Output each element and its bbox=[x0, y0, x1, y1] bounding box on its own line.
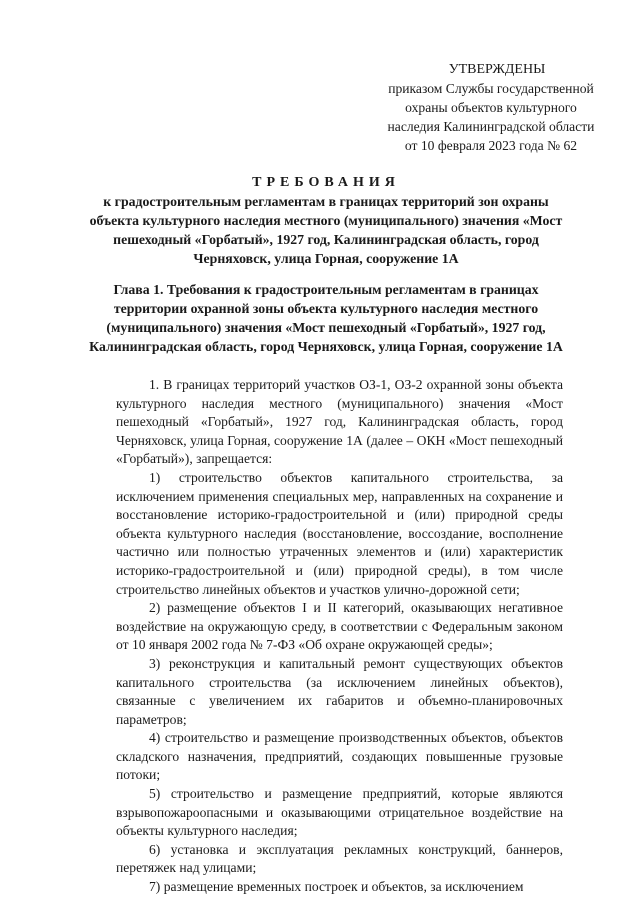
paragraph: 1) строительство объектов капитального строительства, за исключением применения специальных мер, направленных на сохранение и восстановление историко-градостроительной и (или) природной среды объекта культурного наследия (восстановление, воссоздание, восполнение частично или полностью утраченных элементов и (или) характеристик историко-градостроительной и (или) природной среды), в том числе строительство линейных объектов и участков улично-дорожной сети; bbox=[116, 469, 563, 597]
approval-heading: УТВЕРЖДЕНЫ bbox=[448, 62, 546, 77]
paragraph: 7) размещение временных построек и объектов, за исключением bbox=[149, 879, 524, 895]
approval-line: приказом Службы государственной bbox=[388, 81, 594, 96]
title-subtitle: к градостроительным регламентам в границах территорий зон охраны объекта культурного наследия местного (муниципального) значения «Мост пешеходный «Горбатый», 1927 год, Калининградская область, город Черняховск, улица Горная, сооружение 1А bbox=[89, 194, 563, 266]
paragraph: 6) установка и эксплуатация рекламных конструкций, баннеров, перетяжек над улицами; bbox=[116, 841, 563, 876]
chapter-heading: Глава 1. Требования к градостроительным регламентам в границах территории охранной зоны объекта культурного наследия местного (муниципального) значения «Мост пешеходный «Горбатый», 1927 год, Калининградская область, город Черняховск, улица Горная, сооружение 1А bbox=[89, 282, 563, 354]
body-text bbox=[116, 376, 563, 897]
paragraph: 1. В границах территорий участков ОЗ-1, ОЗ-2 охранной зоны объекта культурного наследия местного (муниципального) значения «Мост пешеходный «Горбатый», 1927 год, Калининградская область, город Черняховск, улица Горная, сооружение 1А (далее – ОКН «Мост пешеходный «Горбатый»), запрещается: bbox=[116, 377, 563, 467]
title-heading: ТРЕБОВАНИЯ bbox=[252, 175, 400, 190]
paragraph: 5) строительство и размещение предприятий, которые являются взрывопожароопасными и оказывающими отрицательное воздействие на объекты культурного наследия; bbox=[116, 786, 563, 839]
approval-line: наследия Калининградской области bbox=[387, 119, 595, 134]
paragraph: 4) строительство и размещение производственных объектов, объектов складского назначения, предприятий, создающих повышенные грузовые потоки; bbox=[116, 730, 563, 783]
paragraph: 3) реконструкция и капитальный ремонт существующих объектов капитального строительства (за исключением линейных объектов), связанные с увеличением их габаритов и объемно-планировочных параметров; bbox=[116, 655, 563, 727]
approval-line: от 10 февраля 2023 года № 62 bbox=[404, 138, 578, 153]
paragraph: 2) размещение объектов I и II категорий, оказывающих негативное воздействие на окружающую среду, в соответствии с Федеральным законом от 10 января 2002 года № 7-ФЗ «Об охране окружающей среды»; bbox=[116, 600, 563, 653]
approval-stamp bbox=[360, 60, 622, 155]
document-title bbox=[88, 173, 564, 268]
approval-line: охраны объектов культурного bbox=[405, 100, 577, 115]
